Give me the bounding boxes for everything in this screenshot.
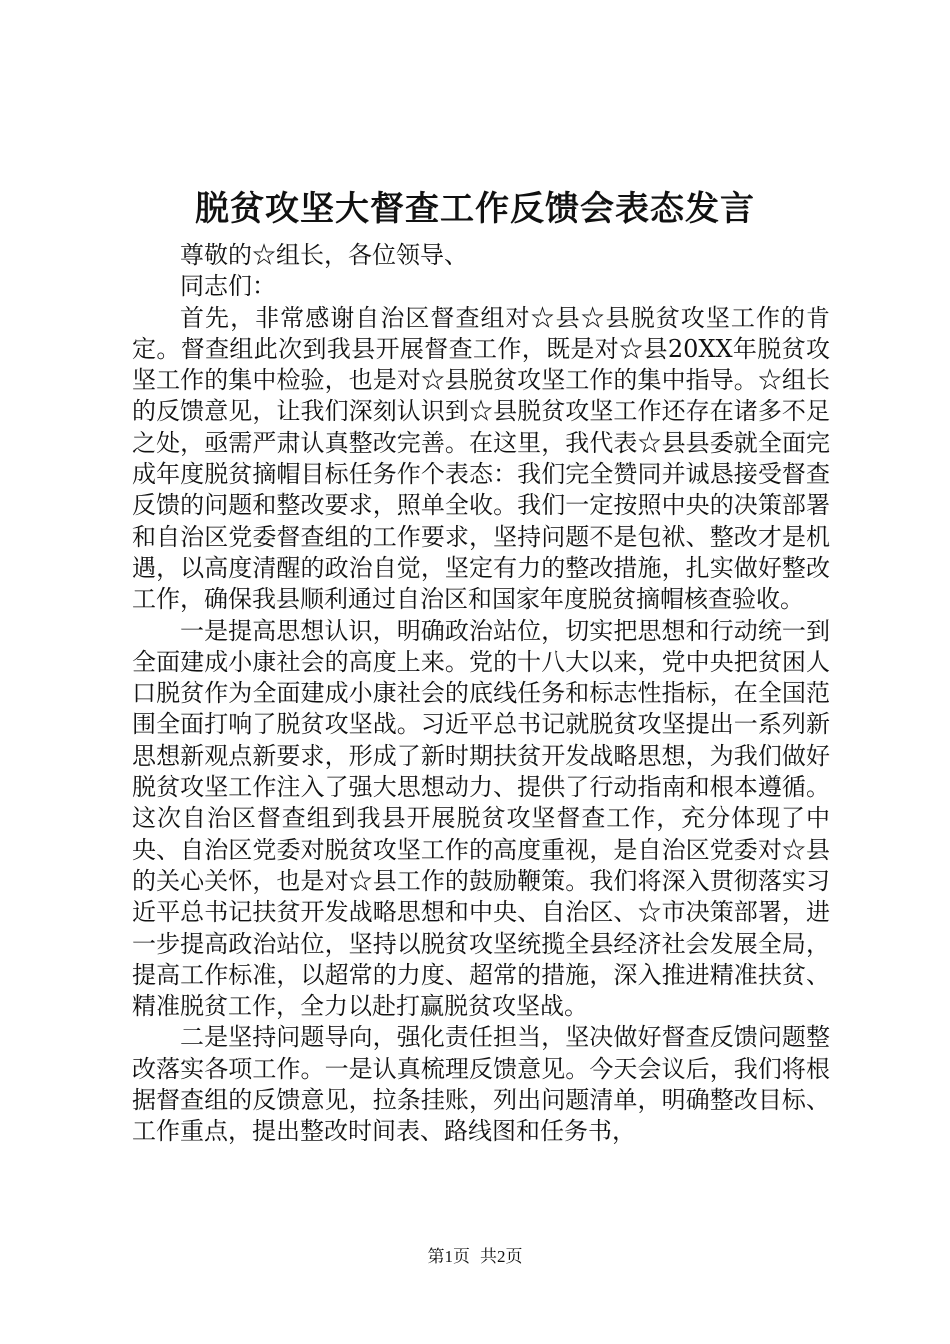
page-total: 共2页 bbox=[480, 1247, 523, 1266]
salutation-line-2: 同志们： bbox=[180, 272, 276, 301]
body-paragraph: 一是提高思想认识，明确政治站位，切实把思想和行动统一到全面建成小康社会的高度上来。党的十八大以来，党中央把贫困人口脱贫作为全面建成小康社会的底线任务和标志性指标，在全国范围全面打响了脱贫攻坚战。习近平总书记就脱贫攻坚提出一系列新思想新观点新要求，形成了新时期扶贫开发战略思想，为我们做好脱贫攻坚工作注入了强大思想动力、提供了行动指南和根本遵循。这次自治区督查组到我县开展脱贫攻坚督查工作，充分体现了中央、自治区党委对脱贫攻坚工作的高度重视，是自治区党委对☆县的关心关怀，也是对☆县工作的鼓励鞭策。我们将深入贯彻落实习近平总书记扶贫开发战略思想和中央、自治区、☆市决策部署，进一步提高政治站位，坚持以脱贫攻坚统揽全县经济社会发展全局，提高工作标准，以超常的力度、超常的措施，深入推进精准扶贫、精准脱贫工作，全力以赴打赢脱贫攻坚战。 bbox=[132, 616, 830, 1021]
page-number: 第1页 bbox=[427, 1247, 470, 1266]
body-paragraph: 二是坚持问题导向，强化责任担当，坚决做好督查反馈问题整改落实各项工作。一是认真梳理反馈意见。今天会议后，我们将根据督查组的反馈意见，拉条挂账，列出问题清单，明确整改目标、工作重点，提出整改时间表、路线图和任务书， bbox=[132, 1023, 830, 1146]
document-title: 脱贫攻坚大督查工作反馈会表态发言 bbox=[195, 189, 755, 229]
page-footer bbox=[0, 1242, 950, 1267]
body-paragraph: 首先，非常感谢自治区督查组对☆县☆县脱贫攻坚工作的肯定。督查组此次到我县开展督查工作，既是对☆县20XX年脱贫攻坚工作的集中检验，也是对☆县脱贫攻坚工作的集中指导。☆组长的反馈意见，让我们深刻认识到☆县脱贫攻坚工作还存在诸多不足之处，亟需严肃认真整改完善。在这里，我代表☆县县委就全面完成年度脱贫摘帽目标任务作个表态：我们完全赞同并诚恳接受督查反馈的问题和整改要求，照单全收。我们一定按照中央的决策部署和自治区党委督查组的工作要求，坚持问题不是包袱、整改才是机遇，以高度清醒的政治自觉，坚定有力的整改措施，扎实做好整改工作，确保我县顺利通过自治区和国家年度脱贫摘帽核查验收。 bbox=[132, 303, 830, 614]
document-body bbox=[132, 240, 830, 1148]
salutation-line-1: 尊敬的☆组长，各位领导、 bbox=[180, 241, 468, 269]
